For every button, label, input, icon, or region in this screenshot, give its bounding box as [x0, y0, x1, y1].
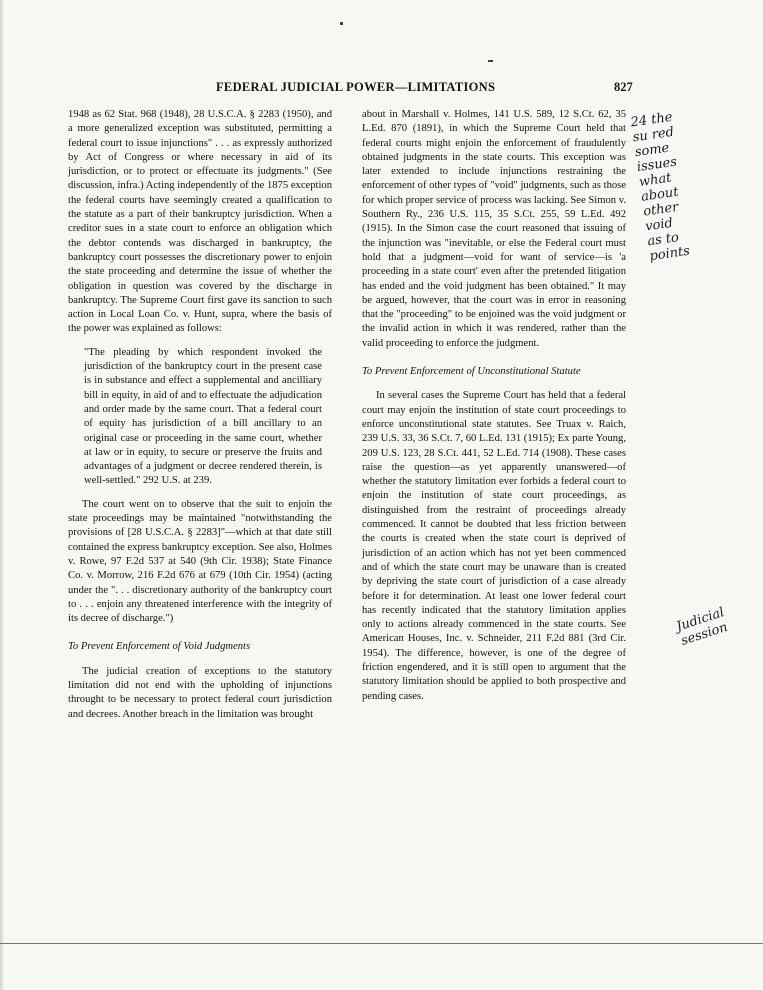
right-paragraph-1: about in Marshall v. Holmes, 141 U.S. 589, 12 S.Ct. 62, 35 L.Ed. 870 (1891), in which the Supreme Court held that federal courts might enjoin the enforcement of fraudulently obtained judgments in the state courts. This exception was later extended to include injunctions restraining the enforcement of other types of "void" judgments, such as those for which proper service of process was lacking. See Simon v. Southern Ry., 236 U.S. 115, 35 S.Ct. 255, 59 L.Ed. 492 (1915). In the Simon case the court reasoned that issuing of the injunction was "inevitable, or else the Federal court must hold that a judgment—void for want of service—is 'a proceeding in a state court' even after the pretended litigation has ended and the void judgment has been obtained." It may be argued, however, that the court was in error in reasoning that the "proceeding" to be enjoined was the void judgment or the invalid action in which it was rendered, rather than the valid proceeding to enforce the judgment.: [362, 109, 626, 349]
section-heading-void-judgments: To Prevent Enforcement of Void Judgments: [68, 641, 251, 653]
bottom-rule: [0, 943, 763, 944]
right-column: [362, 108, 626, 704]
handwritten-margin-note-middle: Judicial session: [674, 605, 730, 649]
left-paragraph-1: 1948 as 62 Stat. 968 (1948), 28 U.S.C.A. § 2283 (1950), and a more generalized exception was substituted, permitting a federal court to issue injunctions" . . . as expressly authorized by Act of Congress or where necessary in aid of its jurisdiction, or to protect or effectuate its judgments." (See discussion, infra.) Acting independently of the 1875 exception the federal courts have seemingly created a qualification to the statute as a part of their bankruptcy jurisdiction. When a creditor sues in a state court to enforce an obligation which the debtor contends was discharged in bankruptcy, the bankruptcy court possesses the discretionary power to enjoin the state proceeding and determine the issue of whether the obligation in question was covered by the discharge in bankruptcy. The Supreme Court first gave its sanction to such action in Local Loan Co. v. Hunt, supra, where the basis of the power was explained as follows:: [68, 109, 332, 335]
scan-speck: [340, 22, 343, 25]
right-paragraph-2: In several cases the Supreme Court has held that a federal court may enjoin the institution of state court proceedings to enforce unconstitutional state statutes. See Truax v. Raich, 239 U.S. 33, 36 S.Ct. 7, 60 L.Ed. 131 (1915); Ex parte Young, 209 U.S. 123, 28 S.Ct. 441, 52 L.Ed. 714 (1908). These cases raise the question—as yet apparently unanswered—of whether the statutory limitation ever forbids a federal court to enjoin the institution of state court proceedings, as distinguished from the restraint of proceedings already commenced. It cannot be doubted that less friction between the courts is created when the state court is deprived of jurisdiction of an action which has not yet been commenced and of which the state court may be unaware than is created by depriving the state court of jurisdiction of a case already before it for determination. At least one lower federal court has recently indicated that the statutory limitation applies only to actions already commenced in the state courts. See American Houses, Inc. v. Schneider, 211 F.2d 881 (3rd Cir. 1954). The difference, however, is one of the degree of friction engendered, and it is still open to argument that the statutory limitation should be applied to both prospective and pending cases.: [362, 390, 626, 702]
scan-speck: [488, 60, 493, 62]
left-column: [68, 108, 332, 722]
scan-edge: [0, 0, 4, 990]
left-paragraph-3: The judicial creation of exceptions to the statutory limitation did not end with the upholding of injunctions throught to be necessary to protect federal court jurisdiction and decrees. Another breach in the limitation was brought: [68, 665, 332, 720]
block-quote: "The pleading by which respondent invoked the jurisdiction of the bankruptcy court in the present case is in substance and effect a supplemental and ancilliary bill in equity, in aid of and to effectuate the adjudication and order made by the same court. That a federal court of equity has jurisdiction of a bill ancillary to an original case or proceeding in the same court, whether at law or in equity, to secure or preserve the fruits and advantages of a judgment or decree rendered therein, is well-settled." 292 U.S. at 239.: [84, 346, 322, 487]
handwritten-margin-note-top: 24 the su red some issues what about other void as to points: [629, 109, 691, 265]
page-number: 827: [614, 80, 633, 94]
left-paragraph-2: The court went on to observe that the suit to enjoin the state proceedings may be maintained "notwithstanding the provisions of [28 U.S.C.A. § 2283]"—which at that date still contained the express bankruptcy exception. See also, Holmes v. Rowe, 97 F.2d 537 at 540 (9th Cir. 1938); State Finance Co. v. Morrow, 216 F.2d 676 at 679 (10th Cir. 1954) (acting under the ". . . discretionary authority of the bankruptcy court to . . . enjoin any threatened interference with the integrity of its decree of discharge."): [68, 498, 332, 625]
running-head: FEDERAL JUDICIAL POWER—LIMITATIONS: [216, 80, 496, 94]
section-heading-unconstitutional-statute: To Prevent Enforcement of Unconstitutional Statute: [362, 366, 581, 378]
